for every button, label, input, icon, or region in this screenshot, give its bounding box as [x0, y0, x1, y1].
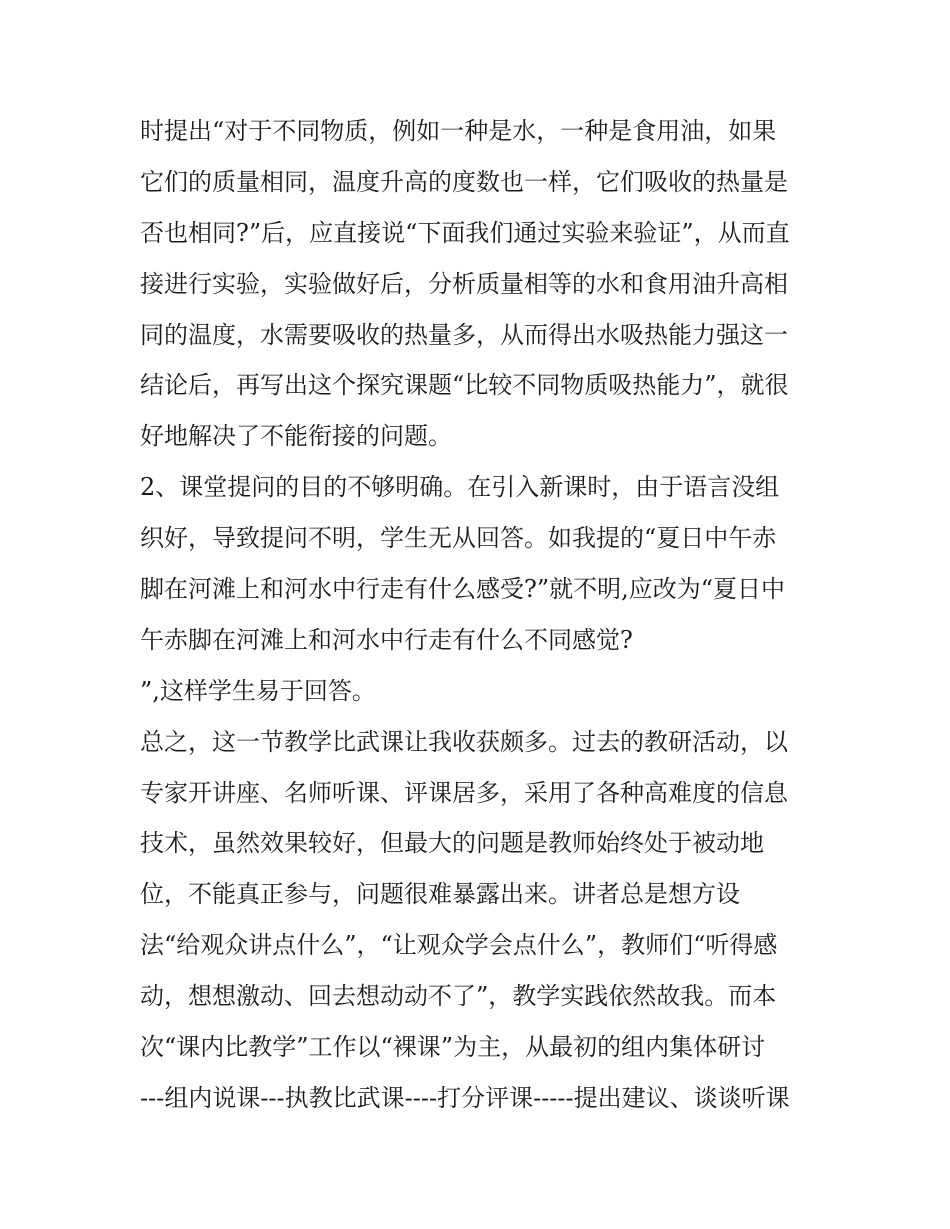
text-line-6: 结论后，再写出这个探究课题“比较不同物质吸热能力”，就很: [140, 371, 789, 400]
body-text: [140, 106, 820, 1124]
text-line-18: 动，想想激动、回去想动动不了”，教学实践依然故我。而本: [140, 982, 777, 1011]
text-line-15: 技术，虽然效果较好，但最大的问题是教师始终处于被动地: [140, 829, 764, 858]
text-line-7: 好地解决了不能衔接的问题。: [140, 422, 452, 451]
text-line-12: ”,这样学生易于回答。: [140, 676, 376, 705]
text-line-11: 午赤脚在河滩上和河水中行走有什么不同感觉?: [140, 625, 633, 654]
text-line-3: 否也相同?”后，应直接说“下面我们通过实验来验证”，从而直: [140, 218, 790, 247]
text-line-9: 织好，导致提问不明，学生无从回答。如我提的“夏日中午赤: [140, 524, 777, 553]
text-line-8: 2、课堂提问的目的不够明确。在引入新课时，由于语言没组: [140, 473, 780, 502]
text-line-17: 法“给观众讲点什么”，“让观众学会点什么”，教师们“听得感: [140, 931, 778, 960]
text-line-16: 位，不能真正参与，问题很难暴露出来。讲者总是想方设: [140, 880, 740, 909]
text-line-4: 接进行实验，实验做好后，分析质量相等的水和食用油升高相: [140, 269, 788, 298]
text-line-10: 脚在河滩上和河水中行走有什么感受?”就不明,应改为“夏日中: [140, 575, 786, 604]
text-line-20: ---组内说课---执教比武课----打分评课-----提出建议、谈谈听课: [140, 1083, 790, 1112]
text-line-5: 同的温度，水需要吸收的热量多，从而得出水吸热能力强这一: [140, 320, 788, 349]
text-line-1: 时提出“对于不同物质，例如一种是水，一种是食用油，如果: [140, 117, 777, 145]
text-line-2: 它们的质量相同，温度升高的度数也一样，它们吸收的热量是: [140, 167, 788, 196]
text-line-19: 次“课内比教学”工作以“裸课”为主，从最初的组内集体研讨: [140, 1033, 766, 1062]
text-line-14: 专家开讲座、名师听课、评课居多，采用了各种高难度的信息: [140, 778, 788, 807]
text-line-13: 总之，这一节教学比武课让我收获颇多。过去的教研活动，以: [140, 727, 788, 756]
